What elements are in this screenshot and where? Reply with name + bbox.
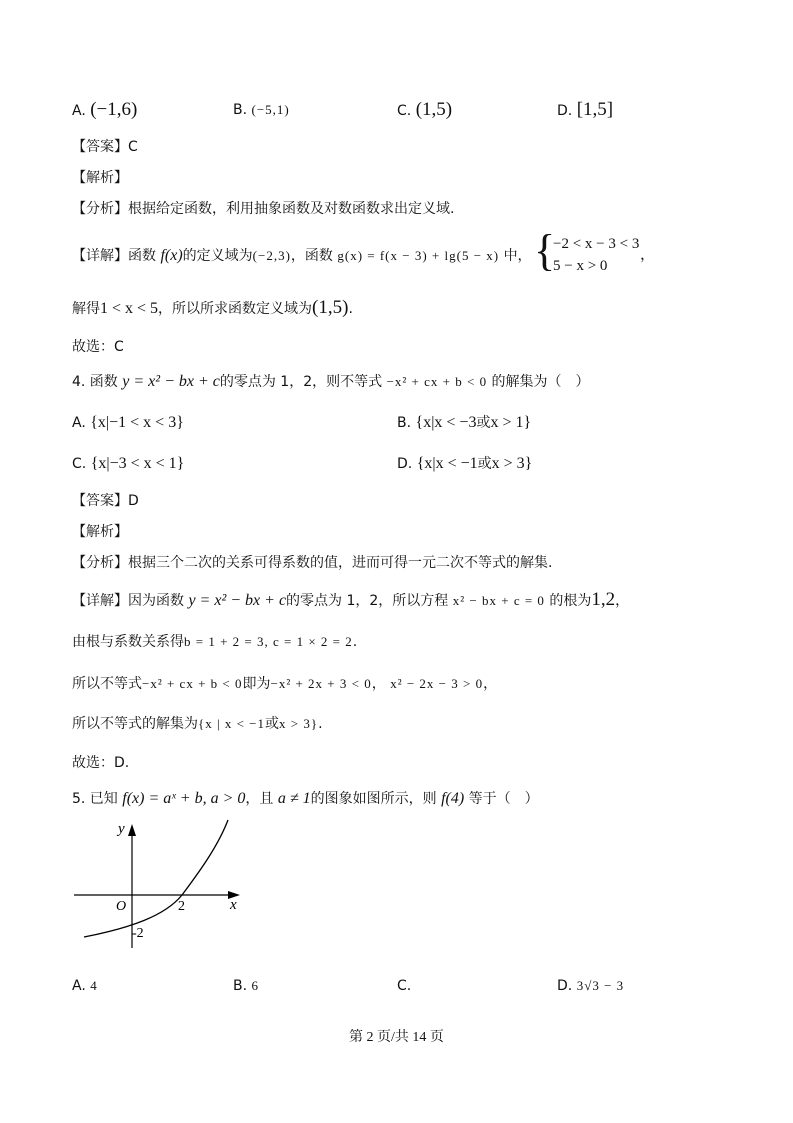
answer-value: C bbox=[128, 139, 138, 155]
option-label: C. bbox=[397, 978, 412, 994]
text: 因为函数 bbox=[128, 593, 184, 609]
q5-option-d bbox=[557, 976, 624, 996]
option-expr: (−1,6) bbox=[90, 99, 138, 120]
text: ， bbox=[615, 593, 630, 609]
math: y = x² − bx + c bbox=[122, 373, 220, 390]
text: 的定义域为 bbox=[182, 248, 253, 264]
text: ， bbox=[483, 676, 498, 692]
option-expr: {x|x < −1 bbox=[416, 455, 478, 472]
option-label: B. bbox=[233, 102, 248, 118]
math: b = 1 + 2 = 3, c = 1 × 2 = 2 bbox=[184, 634, 353, 649]
math-domain: (−2,3) bbox=[252, 248, 291, 263]
q3-answer bbox=[72, 137, 138, 157]
text: 即为 bbox=[242, 676, 271, 692]
x-intercept-label: 2 bbox=[178, 899, 185, 914]
origin-label: O bbox=[116, 899, 127, 914]
option-label: D. bbox=[557, 978, 573, 994]
or: 或 bbox=[477, 456, 492, 472]
answer-tag: 【答案】 bbox=[72, 493, 128, 509]
q5-graph bbox=[70, 816, 250, 956]
option-label: A. bbox=[72, 415, 86, 431]
q4-stem bbox=[72, 372, 590, 392]
math: x² − bx + c = 0 bbox=[452, 593, 545, 608]
y-axis-arrow bbox=[128, 824, 136, 836]
math: x² − 2x − 3 > 0 bbox=[390, 676, 484, 691]
text: 4. 函数 bbox=[72, 374, 118, 390]
option-label: D. bbox=[557, 103, 573, 119]
q3-option-d bbox=[557, 100, 613, 121]
q4-solution bbox=[72, 714, 323, 734]
option-expr: x > 1} bbox=[490, 414, 532, 431]
exponential-curve bbox=[84, 820, 228, 937]
q3-choose: 故选：C bbox=[72, 339, 124, 355]
text: ，所以所求函数定义域为 bbox=[158, 301, 313, 317]
system-comma: ， bbox=[640, 247, 656, 263]
math: −x² + cx + b < 0 bbox=[386, 374, 488, 389]
option-expr: (−5,1) bbox=[251, 102, 290, 117]
q3-option-b bbox=[233, 100, 290, 120]
math: 1,2 bbox=[591, 589, 616, 610]
fenxi-text: 根据给定函数，利用抽象函数及对数函数求出定义域. bbox=[128, 201, 455, 217]
q4-answer bbox=[72, 491, 139, 511]
option-expr: {x|−3 < x < 1} bbox=[90, 455, 185, 472]
option-expr: 3√3 − 3 bbox=[576, 978, 625, 993]
option-expr: 6 bbox=[251, 978, 260, 993]
fenxi-tag: 【分析】 bbox=[72, 201, 128, 217]
option-expr: {x|x < −3 bbox=[415, 414, 477, 431]
page-footer: 第 2 页/共 14 页 bbox=[349, 1030, 444, 1045]
option-expr: 4 bbox=[90, 978, 98, 993]
xiangjie-tag: 【详解】 bbox=[72, 248, 128, 264]
option-expr: (1,5) bbox=[415, 99, 453, 120]
q4-option-b bbox=[397, 413, 531, 433]
system-eq-2: 5 − x > 0 bbox=[553, 258, 608, 274]
math: 1 < x < 5 bbox=[100, 300, 159, 317]
option-label: A. bbox=[72, 978, 86, 994]
text: ，且 bbox=[245, 791, 274, 807]
x-axis-label: x bbox=[230, 897, 237, 913]
xiangjie-tag: 【详解】 bbox=[72, 593, 128, 609]
q4-vieta bbox=[72, 632, 357, 652]
y-axis-label: y bbox=[118, 821, 125, 837]
text: 所以不等式 bbox=[72, 676, 142, 692]
math: y = x² − bx + c bbox=[188, 592, 287, 609]
q4-fenxi bbox=[72, 553, 552, 573]
text: . bbox=[352, 634, 358, 650]
q5-stem bbox=[72, 789, 539, 809]
math: a ≠ 1 bbox=[277, 790, 311, 807]
q4-ineq bbox=[72, 674, 497, 694]
option-label: B. bbox=[397, 415, 412, 431]
text: . bbox=[318, 716, 323, 732]
system-eq-1: −2 < x − 3 < 3 bbox=[553, 236, 640, 252]
option-label: B. bbox=[233, 978, 248, 994]
q3-xiangjie bbox=[72, 246, 532, 266]
system-brace: { bbox=[534, 226, 556, 275]
text: 的图象如图所示，则 bbox=[310, 791, 437, 807]
text: ，函数 bbox=[290, 248, 333, 264]
math-gx: g(x) = f(x − 3) + lg(5 − x) bbox=[337, 248, 500, 263]
option-expr: x > 3} bbox=[491, 455, 533, 472]
option-expr: [1,5] bbox=[576, 99, 614, 120]
text: 的零点为 1，2，则不等式 bbox=[219, 374, 383, 390]
math-fx: f(x) bbox=[160, 247, 183, 264]
text: 5. 已知 bbox=[72, 791, 118, 807]
math: −x² + 2x + 3 < 0 bbox=[270, 676, 372, 691]
text: ， bbox=[371, 676, 386, 692]
q3-fenxi bbox=[72, 199, 454, 219]
text: 由根与系数关系得 bbox=[72, 634, 184, 650]
q5-option-a bbox=[72, 976, 98, 996]
q4-xiangjie bbox=[72, 590, 629, 611]
option-label: C. bbox=[397, 103, 412, 119]
y-intercept-label: -2 bbox=[132, 926, 144, 941]
or: 或 bbox=[476, 415, 491, 431]
text: 或 bbox=[265, 716, 280, 732]
q4-option-d bbox=[397, 454, 532, 474]
math: −x² + cx + b < 0 bbox=[142, 676, 243, 691]
fenxi-text: 根据三个二次的关系可得系数的值，进而可得一元二次不等式的解集. bbox=[128, 555, 553, 571]
text: 所以不等式的解集为 bbox=[72, 716, 198, 732]
q5-option-c bbox=[397, 976, 411, 996]
option-label: D. bbox=[397, 456, 413, 472]
text: 的根为 bbox=[549, 593, 592, 609]
q3-solution bbox=[72, 298, 353, 319]
text: 解得 bbox=[72, 301, 100, 317]
q3-analysis-tag: 【解析】 bbox=[72, 170, 128, 186]
answer-value: D bbox=[128, 493, 139, 509]
q5-option-b bbox=[233, 976, 259, 996]
q4-choose: 故选：D. bbox=[72, 755, 130, 771]
option-expr: {x|−1 < x < 3} bbox=[90, 414, 184, 431]
q4-option-c bbox=[72, 454, 184, 474]
text: 等于（ ） bbox=[468, 791, 539, 807]
math: (1,5) bbox=[312, 297, 349, 318]
answer-tag: 【答案】 bbox=[72, 139, 128, 155]
fenxi-tag: 【分析】 bbox=[72, 555, 128, 571]
text: 中， bbox=[503, 248, 532, 264]
text: . bbox=[348, 301, 353, 317]
q4-analysis-tag: 【解析】 bbox=[72, 524, 128, 540]
q4-option-a bbox=[72, 413, 184, 433]
math: {x | x < −1 bbox=[198, 716, 266, 731]
option-label: C. bbox=[72, 456, 87, 472]
math: x > 3} bbox=[279, 716, 319, 731]
math: f(x) = aˣ + b, a > 0 bbox=[122, 790, 246, 807]
q3-option-c bbox=[397, 100, 452, 121]
math: f(4) bbox=[441, 790, 465, 807]
option-label: A. bbox=[72, 103, 86, 119]
text: 的零点为 1，2，所以方程 bbox=[286, 593, 449, 609]
text: 的解集为（ ） bbox=[491, 374, 590, 390]
text: 函数 bbox=[128, 248, 156, 264]
q3-option-a bbox=[72, 100, 137, 121]
